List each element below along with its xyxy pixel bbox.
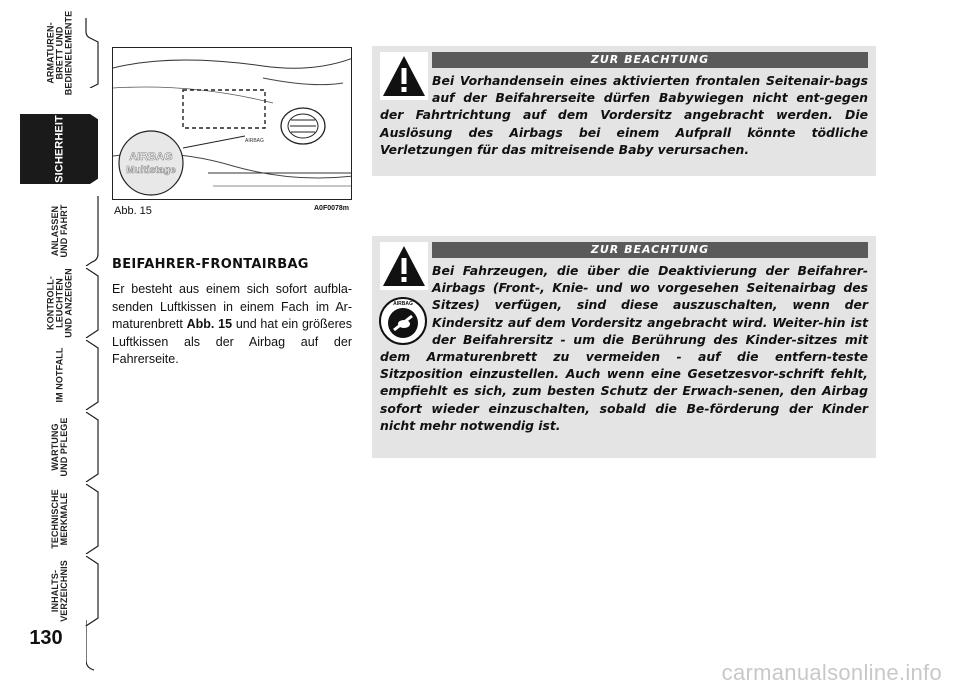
tab-label: IM NOTFALL — [54, 347, 65, 403]
page-edge-line — [86, 620, 106, 680]
badge-line1: AIRBAG — [129, 151, 173, 163]
tab-technische-merkmale[interactable] — [20, 484, 100, 554]
tab-sicherheit[interactable] — [20, 114, 100, 184]
page-number: 130 — [29, 627, 63, 649]
warning-text-content: Bei Vorhandensein eines aktivierten frontalen Seitenair-bags auf der Beifahrerseite dürfen Babywiegen nicht ent-gegen der Fahrtrichtung auf dem Vordersitz angebracht werden. Die Auslösung des Airbags bei einem Aufprall könnte tödliche Verletzungen für das mitreisende Baby verursachen. — [380, 73, 868, 157]
figure-dashboard-airbag — [112, 47, 352, 200]
body-text-1: Er besteht aus einem sich sofort aufbla-senden Luftkissen in einem Fach im Ar-maturenbrett — [112, 282, 352, 332]
tab-armaturenbrett[interactable] — [20, 10, 100, 96]
figure-code: A0F0078m — [314, 205, 350, 212]
icon-label: AIRBAG — [393, 301, 413, 307]
tab-anlassen[interactable] — [20, 196, 100, 266]
badge-line2: Multistage — [126, 165, 176, 176]
airbag-badge — [119, 131, 183, 195]
tab-kontrollleuchten[interactable] — [20, 268, 100, 338]
tab-label: ANLASSEN UND FAHRT — [50, 204, 69, 258]
body-text-2: und hat ein größeres Luftkissen als der Airbag auf der Fahrerseite. — [112, 317, 353, 367]
watermark: carmanualsonline.info — [721, 660, 942, 685]
tab-label: TECHNISCHE MERKMALE — [50, 489, 69, 549]
dashboard-illustration — [113, 48, 352, 200]
tab-label: ARMATUREN- BRETT UND BEDIENELEMENTE — [45, 10, 74, 96]
section-title: BEIFAHRER-FRONTAIRBAG — [112, 257, 309, 272]
airbag-zone-outline — [183, 90, 265, 128]
warning-text — [380, 262, 868, 434]
tab-im-notfall[interactable] — [20, 340, 100, 410]
figure-caption: Abb. 15 — [114, 205, 152, 217]
warning-box-2 — [372, 236, 876, 458]
section-body — [112, 281, 352, 369]
figure-reference: Abb. 15 — [186, 317, 233, 332]
tab-wartung[interactable] — [20, 412, 100, 482]
tab-inhaltsverzeichnis[interactable] — [20, 556, 100, 626]
warning-text-content: Bei Fahrzeugen, die über die Deaktivierung der Beifahrer-Airbags (Front-, Knie- und wo vorgesehen Seitenairbag des Sitzes) verfügen, sind diese auszuschalten, wenn der Kindersitz auf dem Vordersitz angebracht wird. Weiter-hin ist der Beifahrersitz - um die Berührung des Kinder-sitzes mit dem Armaturenbrett zu vermeiden - auf die entfern-teste Sitzposition einzustellen. Auch wenn eine Gesetzesvor-schrift fehlt, empfiehlt es sich, zum besten Schutz der Erwach-senen, den Airbag sofort wieder einzuschalten, sobald die Be-förderung der Kinder nicht mehr notwendig ist. — [380, 263, 868, 433]
tab-label: SICHERHEIT — [53, 115, 66, 183]
warning-heading: ZUR BEACHTUNG — [432, 242, 868, 258]
tab-label: KONTROLL- LEUCHTEN UND ANZEIGEN — [45, 268, 74, 338]
tab-label: WARTUNG UND PFLEGE — [50, 417, 69, 477]
dashboard-label: AIRBAG — [245, 138, 264, 144]
chapter-tabs — [20, 10, 100, 638]
warning-box-1 — [372, 46, 876, 176]
tab-label: INHALTS- VERZEICHNIS — [50, 560, 69, 622]
warning-text — [380, 72, 868, 158]
warning-heading: ZUR BEACHTUNG — [432, 52, 868, 68]
